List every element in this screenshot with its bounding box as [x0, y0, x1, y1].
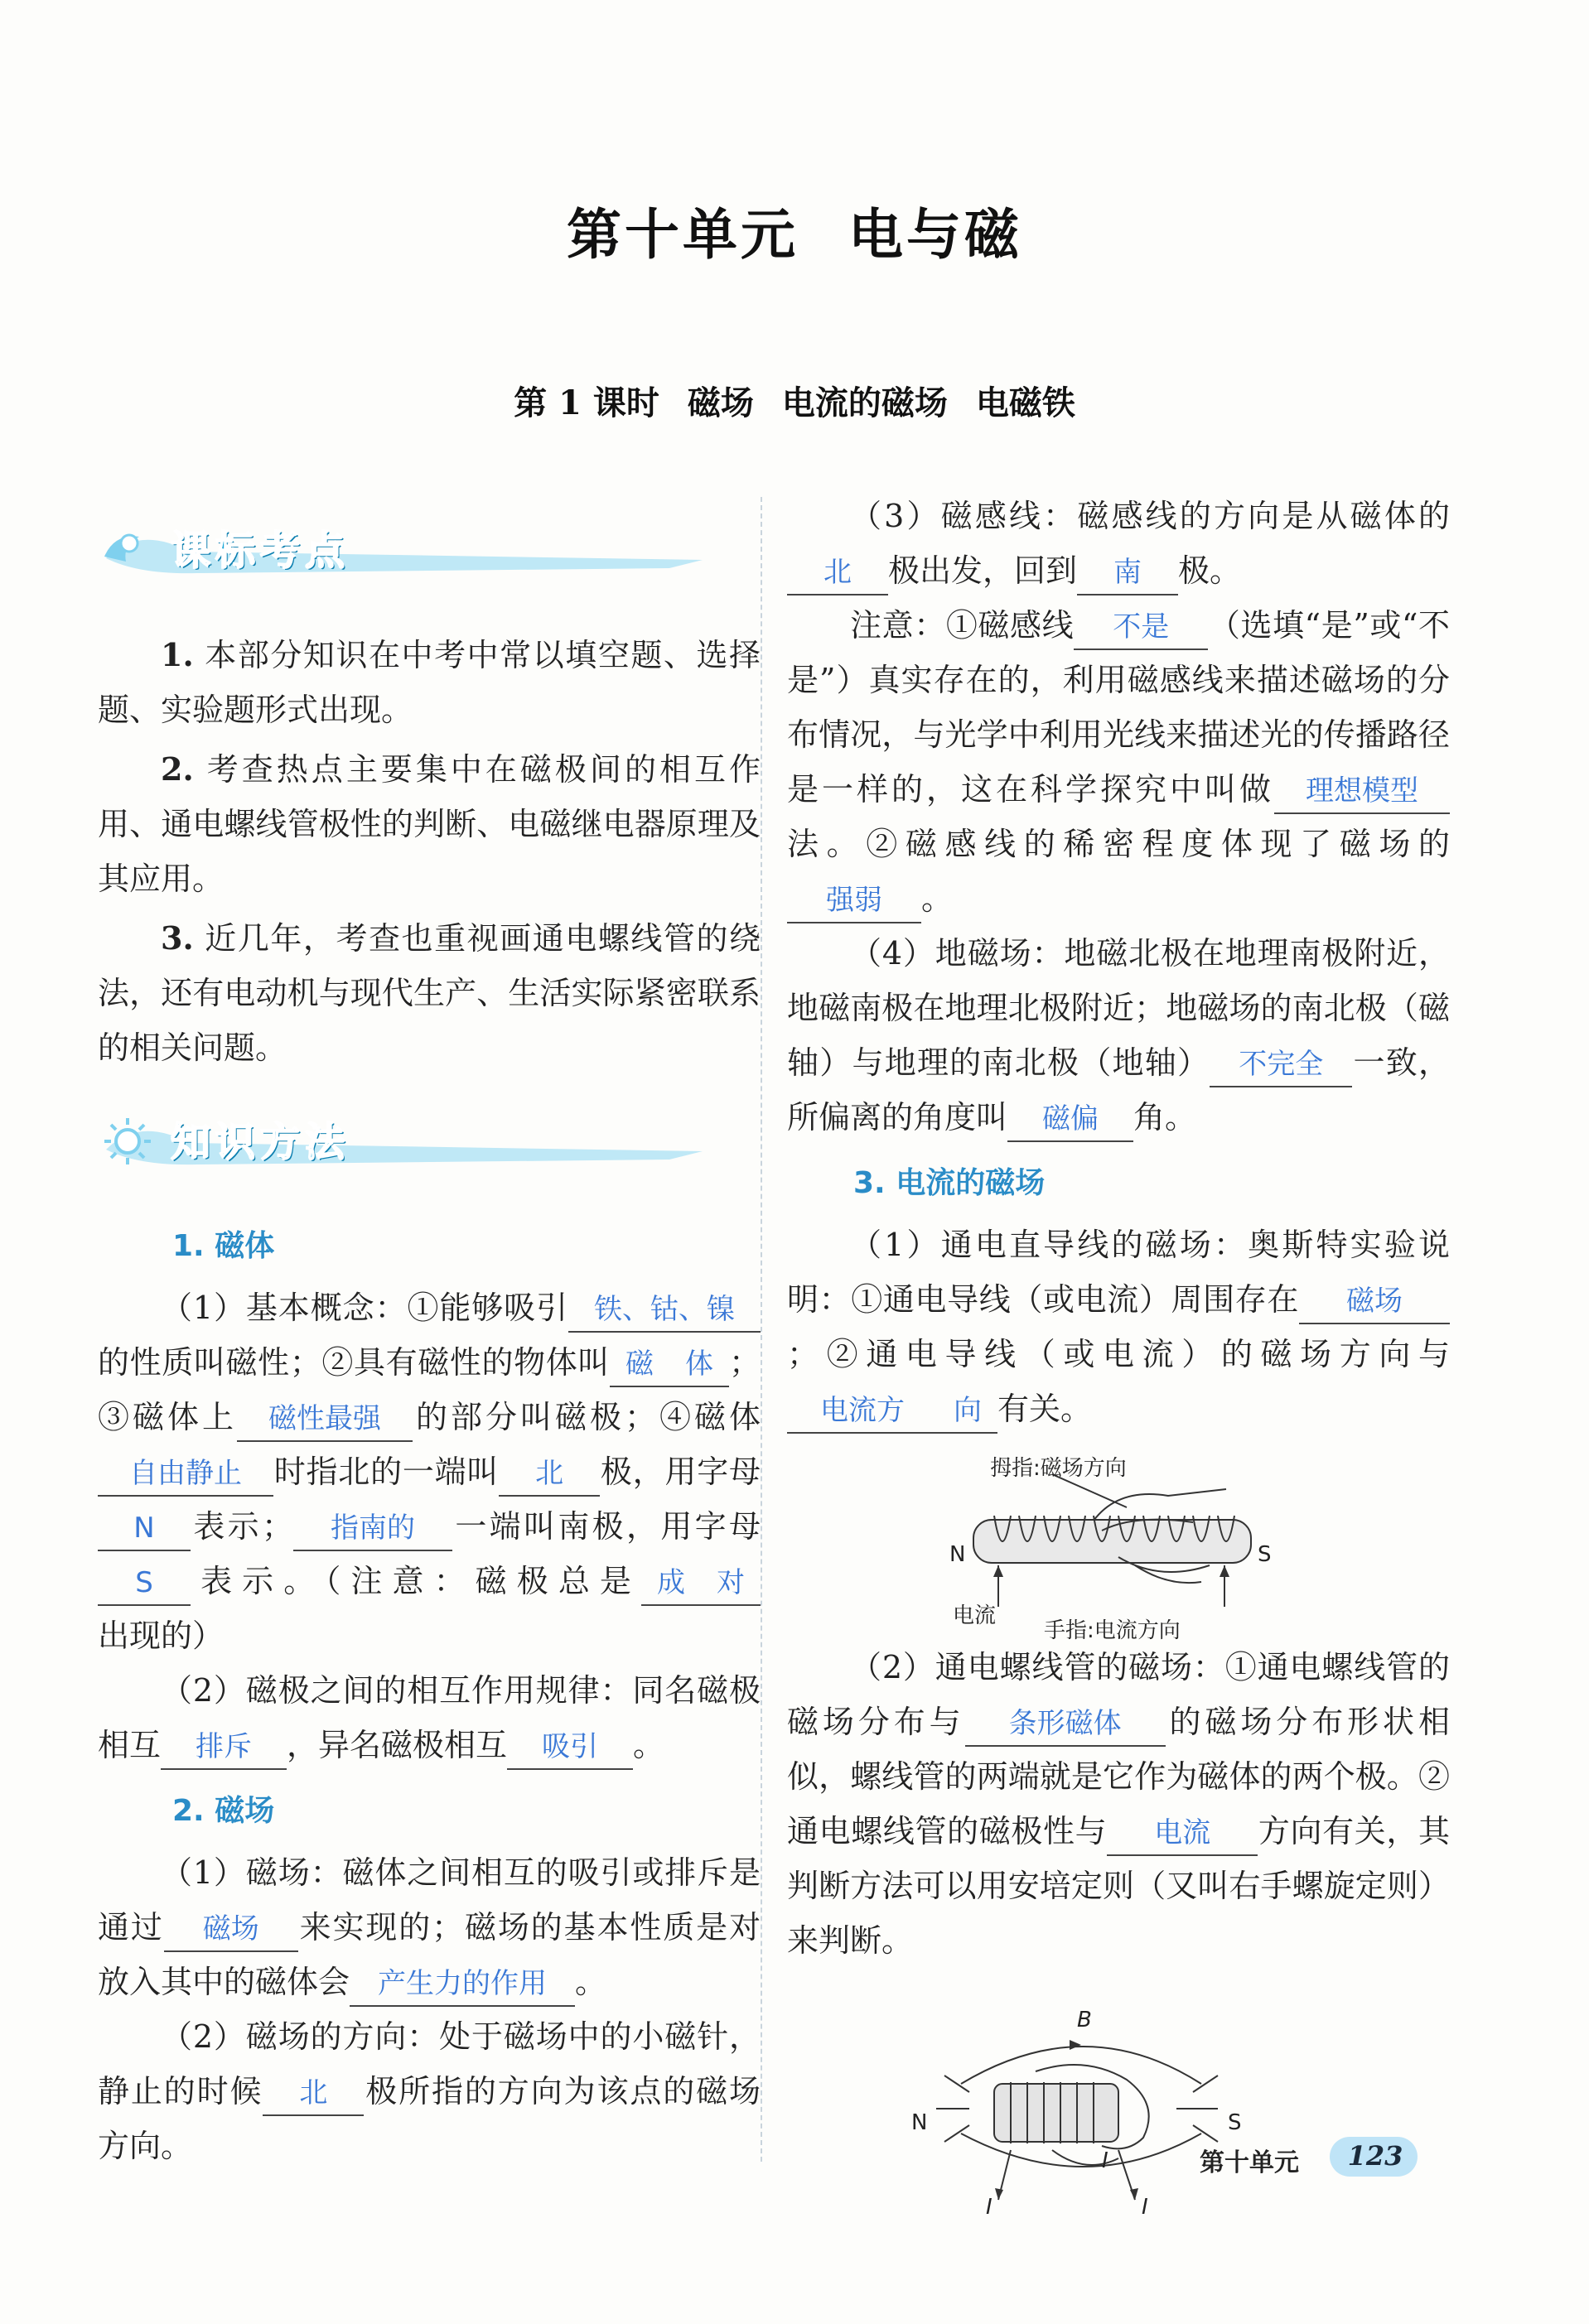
kaodian-item-3	[98, 911, 761, 1075]
text: （4）地磁场：地磁北极在地理南极附近，地磁南极在地理北极附近；地磁场的南北极（磁轴）与地理的南北极（地轴）	[787, 935, 1450, 1081]
answer-blank: 产生力的作用	[350, 1962, 575, 2007]
label-current-3: I	[1142, 2195, 1148, 2220]
answer-blank: 成	[641, 1561, 701, 1606]
text: 有关。	[997, 1391, 1093, 1427]
text: 的部分叫磁极；④磁体	[413, 1399, 761, 1435]
answer-blank: S	[98, 1561, 191, 1606]
field-definition	[98, 1845, 761, 2009]
text: ；③磁体上	[98, 1344, 761, 1435]
field-lines	[787, 489, 1450, 598]
item-number: 3.	[161, 919, 194, 957]
text: （1）磁场：磁体之间相互的吸引或排斥是通过	[98, 1854, 761, 1946]
text: 注意：①磁感线	[850, 607, 1075, 644]
section-head-field: 2. 磁场	[172, 1794, 275, 1828]
text: 的磁场分布形状相似，螺线管的两端就是它作为磁体的两个极。②通电螺线管的磁极性与	[787, 1704, 1450, 1849]
text: （3）磁感线：磁感线的方向是从磁体的	[850, 498, 1450, 534]
banner-kaodian	[89, 509, 761, 600]
answer-blank: 不完全	[1210, 1043, 1352, 1087]
answer-blank: 对	[701, 1561, 761, 1606]
text: 极。	[1178, 552, 1242, 589]
unit-title-number: 第十单元	[567, 203, 799, 267]
unit-title-topic: 电与磁	[848, 203, 1022, 267]
page-number: 123	[1347, 2140, 1403, 2172]
field-direction	[98, 2009, 761, 2173]
text: 的性质叫磁性；②具有磁性的物体叫	[98, 1344, 610, 1381]
label-thumb-direction: 拇指:磁场方向	[990, 1456, 1127, 1481]
answer-blank: 条形磁体	[965, 1702, 1166, 1747]
label-finger-direction: 手指:电流方向	[1044, 1618, 1181, 1643]
text: 极出发，回到	[888, 552, 1078, 589]
section-head-magnet: 1. 磁体	[172, 1229, 275, 1263]
answer-blank: 磁场	[164, 1907, 298, 1952]
kaodian-item-2	[98, 742, 761, 906]
banner-fangfa	[89, 1100, 761, 1191]
text: 极所指的方向为该点的磁场方向。	[98, 2073, 761, 2164]
text: 极，用字母	[600, 1454, 761, 1490]
text: 一致，所偏离的角度叫	[787, 1044, 1450, 1135]
text: （1）基本概念：①能够吸引	[161, 1290, 568, 1326]
text: 角。	[1133, 1099, 1197, 1135]
unit-title	[0, 190, 1589, 269]
answer-blank: 不是	[1074, 605, 1208, 650]
banner-fangfa-text: 知识方法	[171, 1119, 350, 1165]
column-divider	[761, 497, 762, 2162]
answer-blank: 电流	[1107, 1811, 1258, 1856]
text: 来实现的；磁场的基本性质是对放入其中的磁体会	[98, 1909, 761, 2000]
answer-blank: 磁场	[1299, 1280, 1450, 1324]
answer-blank: 北	[787, 551, 888, 595]
text: 。	[575, 1964, 607, 2000]
item-number: 2.	[161, 750, 194, 788]
text: ；②通电导线（或电流）的磁场方向与	[787, 1336, 1450, 1372]
answer-blank: 电流方	[787, 1389, 938, 1434]
text: 。	[921, 880, 954, 917]
text: 表示；	[191, 1508, 293, 1545]
answer-blank: 铁、钴、镍	[568, 1288, 761, 1333]
solenoid-field	[787, 1640, 1450, 1968]
text: （2）通电螺线管的磁场：①通电螺线管的磁场分布与	[787, 1649, 1450, 1740]
answer-blank: 理想模型	[1274, 769, 1450, 814]
item-number: 1.	[161, 636, 194, 673]
item-text: 本部分知识在中考中常以填空题、选择题、实验题形式出现。	[98, 637, 761, 728]
label-current: 电流	[953, 1603, 997, 1628]
text: （选填“是”或“不是”）真实存在的，利用磁感线来描述磁场的分布情况，与光学中利用光线来描述光的传播路径是一样的，这在科学探究中叫做	[787, 607, 1450, 808]
answer-blank: 北	[499, 1452, 600, 1497]
text: 出现的）	[98, 1618, 225, 1654]
answer-blank: 磁性最强	[237, 1397, 413, 1442]
text: 表示。（注意：磁极总是	[191, 1563, 641, 1599]
right-column	[787, 489, 1450, 2220]
answer-blank: 排斥	[161, 1725, 287, 1770]
text: ，异名磁极相互	[287, 1727, 508, 1763]
text: 方向有关，其判断方法可以用安培定则（又叫右手螺旋定则）来判断。	[787, 1813, 1450, 1959]
answer-blank: 北	[263, 2071, 364, 2116]
field-lines-note	[787, 598, 1450, 926]
section-head-current-field: 3. 电流的磁场	[853, 1166, 1046, 1200]
text: （2）磁场的方向：处于磁场中的小磁针，静止的时候	[98, 2018, 761, 2109]
text: 一端叫南极，用字母	[452, 1508, 761, 1545]
footer-unit-label: 第十单元	[1200, 2148, 1299, 2177]
label-current-2: I	[986, 2195, 993, 2220]
label-current-1: I	[1102, 2148, 1108, 2173]
item-text: 近几年，考查也重视画通电螺线管的绕法，还有电动机与现代生产、生活实际紧密联系的相关问题。	[98, 920, 761, 1066]
answer-blank: 磁偏	[1007, 1097, 1133, 1142]
label-south: S	[1258, 1542, 1272, 1567]
magnet-interaction-law	[98, 1663, 761, 1772]
text: 。	[633, 1727, 665, 1763]
label-north: N	[911, 2110, 928, 2135]
left-column	[98, 489, 761, 2173]
banner-kaodian-text: 课标考点	[171, 528, 350, 574]
text: （2）磁极之间的相互作用规律：同名磁极相互	[98, 1672, 761, 1763]
answer-blank: 强弱	[787, 879, 921, 923]
answer-blank: 吸引	[507, 1725, 633, 1770]
item-text: 考查热点主要集中在磁极间的相互作用、通电螺线管极性的判断、电磁继电器原理及其应用。	[98, 751, 761, 897]
geomagnetic-field	[787, 926, 1450, 1145]
answer-blank: 向	[938, 1389, 997, 1434]
label-field-b: B	[1077, 2008, 1092, 2032]
lesson-topic-1: 磁场	[687, 383, 754, 422]
answer-blank: 体	[669, 1343, 729, 1387]
answer-blank: 指南的	[293, 1507, 452, 1551]
answer-blank: 南	[1077, 551, 1178, 595]
answer-blank: 磁	[610, 1343, 669, 1387]
straight-wire-field	[787, 1217, 1450, 1436]
label-south: S	[1228, 2110, 1242, 2135]
lesson-number: 第 1 课时	[514, 383, 659, 422]
lesson-title	[0, 377, 1589, 424]
lesson-topic-2: 电流的磁场	[781, 383, 948, 422]
text: 时指北的一端叫	[273, 1454, 500, 1490]
answer-blank: N	[98, 1507, 191, 1551]
text: 法。②磁感线的稀密程度体现了磁场的	[787, 826, 1450, 862]
lesson-topic-3: 电磁铁	[975, 383, 1075, 422]
text: （1）通电直导线的磁场：奥斯特实验说明：①通电导线（或电流）周围存在	[787, 1227, 1450, 1318]
magnet-basic-concepts	[98, 1280, 761, 1663]
answer-blank: 自由静止	[98, 1452, 273, 1497]
kaodian-item-1	[98, 628, 761, 737]
label-north: N	[949, 1542, 966, 1567]
figure-solenoid-grip	[787, 1441, 1450, 1643]
